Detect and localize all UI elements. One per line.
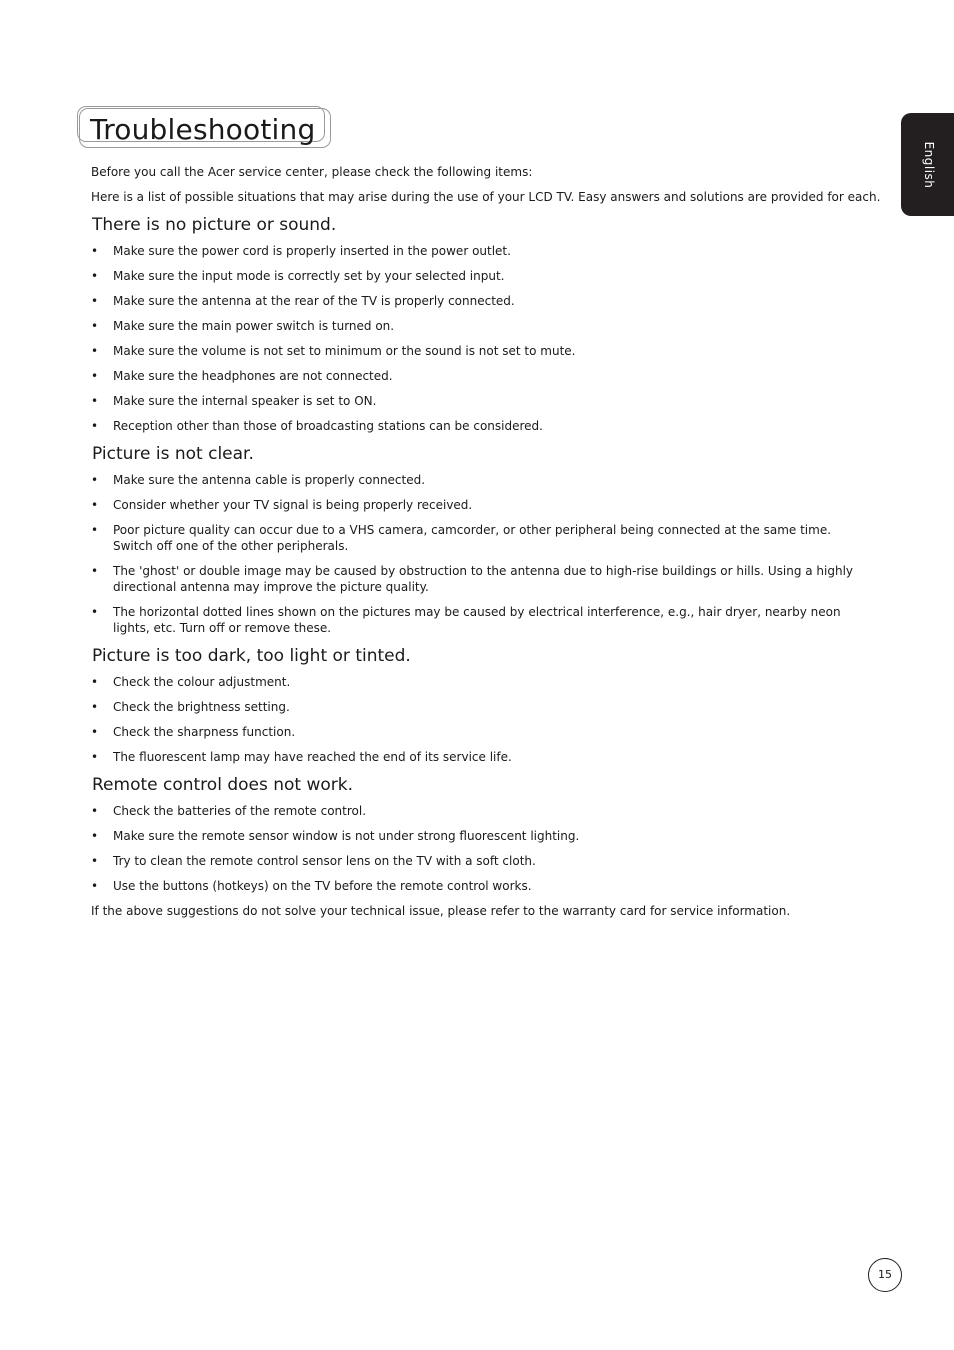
section-heading: Picture is not clear. — [92, 444, 254, 464]
list-item: • Use the buttons (hotkeys) on the TV before the remote control works. — [91, 879, 532, 893]
list-item: • Check the batteries of the remote control. — [91, 804, 367, 818]
page-title: Troubleshooting — [90, 113, 316, 146]
bullet-icon: • — [91, 523, 99, 537]
bullet-icon: • — [91, 269, 99, 283]
list-item: • Check the sharpness function. — [91, 725, 296, 739]
section-picture-dark-light-tinted — [91, 645, 881, 765]
bullet-list — [91, 803, 881, 894]
list-item: • Consider whether your TV signal is being properly received. — [91, 498, 473, 512]
list-item: • Check the brightness setting. — [91, 700, 290, 714]
bullet-icon: • — [91, 675, 99, 689]
bullet-list — [91, 472, 881, 636]
section-picture-not-clear — [91, 443, 881, 636]
page-number: 15 — [868, 1258, 902, 1292]
section-heading: Remote control does not work. — [92, 775, 354, 795]
intro-paragraph: Here is a list of possible situations that may arise during the use of your LCD TV. Easy answers and solutions are provided for each. — [91, 190, 881, 204]
language-tab — [901, 113, 954, 216]
closing-paragraph: If the above suggestions do not solve your technical issue, please refer to the warranty card for service information. — [91, 904, 791, 918]
bullet-icon: • — [91, 344, 99, 358]
section-heading: Picture is too dark, too light or tinted. — [92, 646, 411, 666]
bullet-icon: • — [91, 294, 99, 308]
bullet-icon: • — [91, 419, 99, 433]
list-item: • Reception other than those of broadcasting stations can be considered. — [91, 419, 543, 433]
list-item: • Make sure the remote sensor window is not under strong fluorescent lighting. — [91, 829, 580, 843]
list-item: • Make sure the headphones are not connected. — [91, 369, 393, 383]
bullet-icon: • — [91, 700, 99, 714]
bullet-icon: • — [91, 369, 99, 383]
bullet-icon: • — [91, 319, 99, 333]
list-item: • Make sure the internal speaker is set to ON. — [91, 394, 377, 408]
main-content — [91, 164, 881, 928]
bullet-icon: • — [91, 394, 99, 408]
list-item: • Try to clean the remote control sensor lens on the TV with a soft cloth. — [91, 854, 536, 868]
section-no-picture-or-sound — [91, 214, 881, 434]
bullet-icon: • — [91, 605, 99, 619]
bullet-icon: • — [91, 854, 99, 868]
bullet-icon: • — [91, 725, 99, 739]
list-item: • The horizontal dotted lines shown on the pictures may be caused by electrical interference, e.g., hair dryer, nearby neon lights, etc. Turn off or remove these. — [91, 605, 841, 635]
list-item: • Make sure the power cord is properly inserted in the power outlet. — [91, 244, 511, 258]
bullet-list — [91, 674, 881, 765]
list-item: • Make sure the volume is not set to minimum or the sound is not set to mute. — [91, 344, 576, 358]
bullet-icon: • — [91, 473, 99, 487]
page-title-box — [79, 108, 331, 148]
section-remote-control — [91, 774, 881, 894]
bullet-icon: • — [91, 564, 99, 578]
bullet-icon: • — [91, 498, 99, 512]
bullet-icon: • — [91, 244, 99, 258]
list-item: • The fluorescent lamp may have reached the end of its service life. — [91, 750, 512, 764]
bullet-icon: • — [91, 804, 99, 818]
list-item: • Check the colour adjustment. — [91, 675, 291, 689]
intro-paragraph: Before you call the Acer service center, please check the following items: — [91, 165, 533, 179]
list-item: • Make sure the input mode is correctly set by your selected input. — [91, 269, 505, 283]
list-item: • The 'ghost' or double image may be caused by obstruction to the antenna due to high-rise buildings or hills. Using a highly directional antenna may improve the picture quality. — [91, 564, 854, 594]
list-item: • Make sure the main power switch is turned on. — [91, 319, 395, 333]
section-heading: There is no picture or sound. — [92, 215, 337, 235]
language-tab-label: English — [922, 141, 936, 189]
bullet-list — [91, 243, 881, 434]
list-item: • Make sure the antenna cable is properly connected. — [91, 473, 426, 487]
bullet-icon: • — [91, 829, 99, 843]
bullet-icon: • — [91, 750, 99, 764]
list-item: • Make sure the antenna at the rear of the TV is properly connected. — [91, 294, 515, 308]
bullet-icon: • — [91, 879, 99, 893]
list-item: • Poor picture quality can occur due to a VHS camera, camcorder, or other peripheral being connected at the same time. Switch off one of the other peripherals. — [91, 523, 832, 553]
